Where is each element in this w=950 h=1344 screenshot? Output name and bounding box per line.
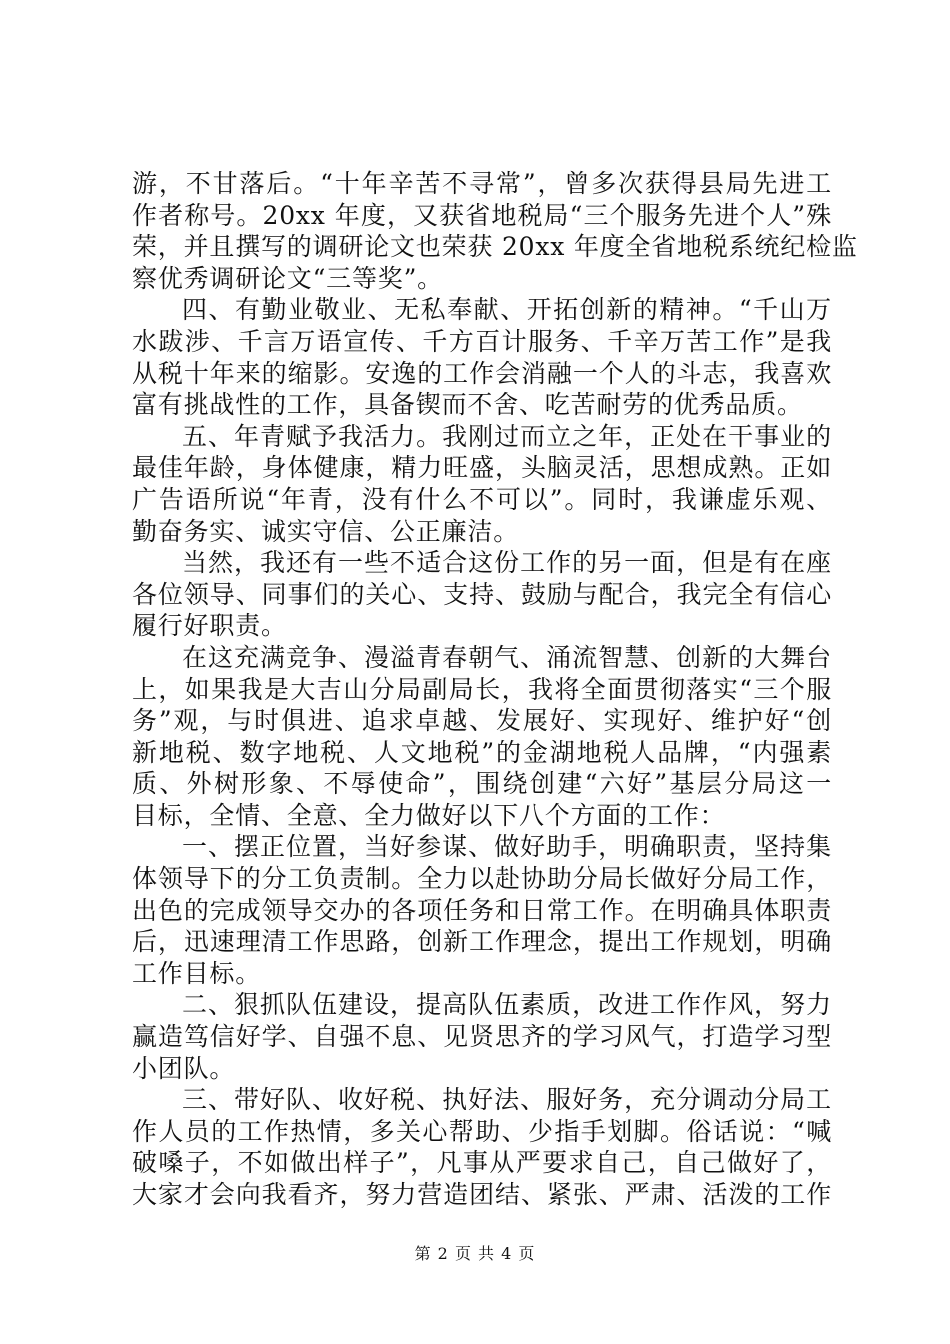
document-body (132, 168, 858, 1211)
text-line: 广告语所说“年青，没有什么不可以”。同时，我谦虚乐观、 (132, 484, 832, 514)
text-line: 各位领导、同事们的关心、支持、鼓励与配合，我完全有信心 (132, 579, 832, 609)
text-line: 小团队。 (132, 1053, 236, 1083)
text-line: 三、带好队、收好税、执好法、服好务，充分调动分局工 (182, 1085, 832, 1115)
page-footer: 第 2 页 共 4 页 (414, 1244, 536, 1263)
text-line: 当然，我还有一些不适合这份工作的另一面，但是有在座 (182, 548, 832, 578)
text-line: 目标，全情、全意、全力做好以下八个方面的工作： (132, 800, 726, 830)
text-line: 富有挑战性的工作，具备锲而不舍、吃苦耐劳的优秀品质。 (132, 390, 803, 420)
text-line: 后，迅速理清工作思路，创新工作理念，提出工作规划，明确 (132, 927, 832, 957)
text-line: 破嗓子，不如做出样子”，凡事从严要求自己，自己做好了， (132, 1148, 832, 1178)
text-line: 一、摆正位置，当好参谋、做好助手，明确职责，坚持集 (182, 832, 832, 862)
text-line: 大家才会向我看齐，努力营造团结、紧张、严肃、活泼的工作 (132, 1180, 832, 1209)
text-line: 四、有勤业敬业、无私奉献、开拓创新的精神。“千山万 (182, 295, 832, 325)
text-line: 二、狠抓队伍建设，提高队伍素质，改进工作作风，努力 (182, 990, 832, 1020)
text-line: 质、外树形象、不辱使命”，围绕创建“六好”基层分局这一 (132, 769, 832, 799)
text-line: 务”观，与时俱进、追求卓越、发展好、实现好、维护好“创 (132, 706, 832, 736)
text-line: 察优秀调研论文“三等奖”。 (132, 263, 443, 293)
text-line: 体领导下的分工负责制。全力以赴协助分局长做好分局工作， (132, 864, 832, 894)
text-line: 最佳年龄，身体健康，精力旺盛，头脑灵活，思想成熟。正如 (132, 453, 832, 483)
text-line: 荣，并且撰写的调研论文也荣获 20xx 年度全省地税系统纪检监 (132, 232, 858, 262)
text-line: 作人员的工作热情，多关心帮助、少指手划脚。俗话说：“喊 (132, 1116, 832, 1146)
text-line: 履行好职责。 (132, 611, 287, 641)
text-line: 出色的完成领导交办的各项任务和日常工作。在明确具体职责 (132, 895, 832, 925)
text-line: 作者称号。20xx 年度，又获省地税局“三个服务先进个人”殊 (132, 200, 832, 230)
text-line: 上，如果我是大吉山分局副局长，我将全面贯彻落实“三个服 (132, 674, 832, 704)
text-line: 工作目标。 (132, 958, 262, 988)
text-line: 勤奋务实、诚实守信、公正廉洁。 (132, 516, 520, 546)
text-line: 在这充满竞争、漫溢青春朝气、涌流智慧、创新的大舞台 (182, 642, 832, 672)
text-line: 水跋涉、千言万语宣传、千方百计服务、千辛万苦工作”是我 (132, 326, 832, 356)
text-line: 赢造笃信好学、自强不息、见贤思齐的学习风气，打造学习型 (132, 1022, 832, 1052)
text-line: 新地税、数字地税、人文地税”的金湖地税人品牌，“内强素 (132, 737, 832, 767)
text-line: 游，不甘落后。“十年辛苦不寻常”，曾多次获得县局先进工 (132, 169, 832, 198)
text-line: 五、年青赋予我活力。我刚过而立之年，正处在干事业的 (182, 421, 832, 451)
text-line: 从税十年来的缩影。安逸的工作会消融一个人的斗志，我喜欢 (132, 358, 832, 388)
